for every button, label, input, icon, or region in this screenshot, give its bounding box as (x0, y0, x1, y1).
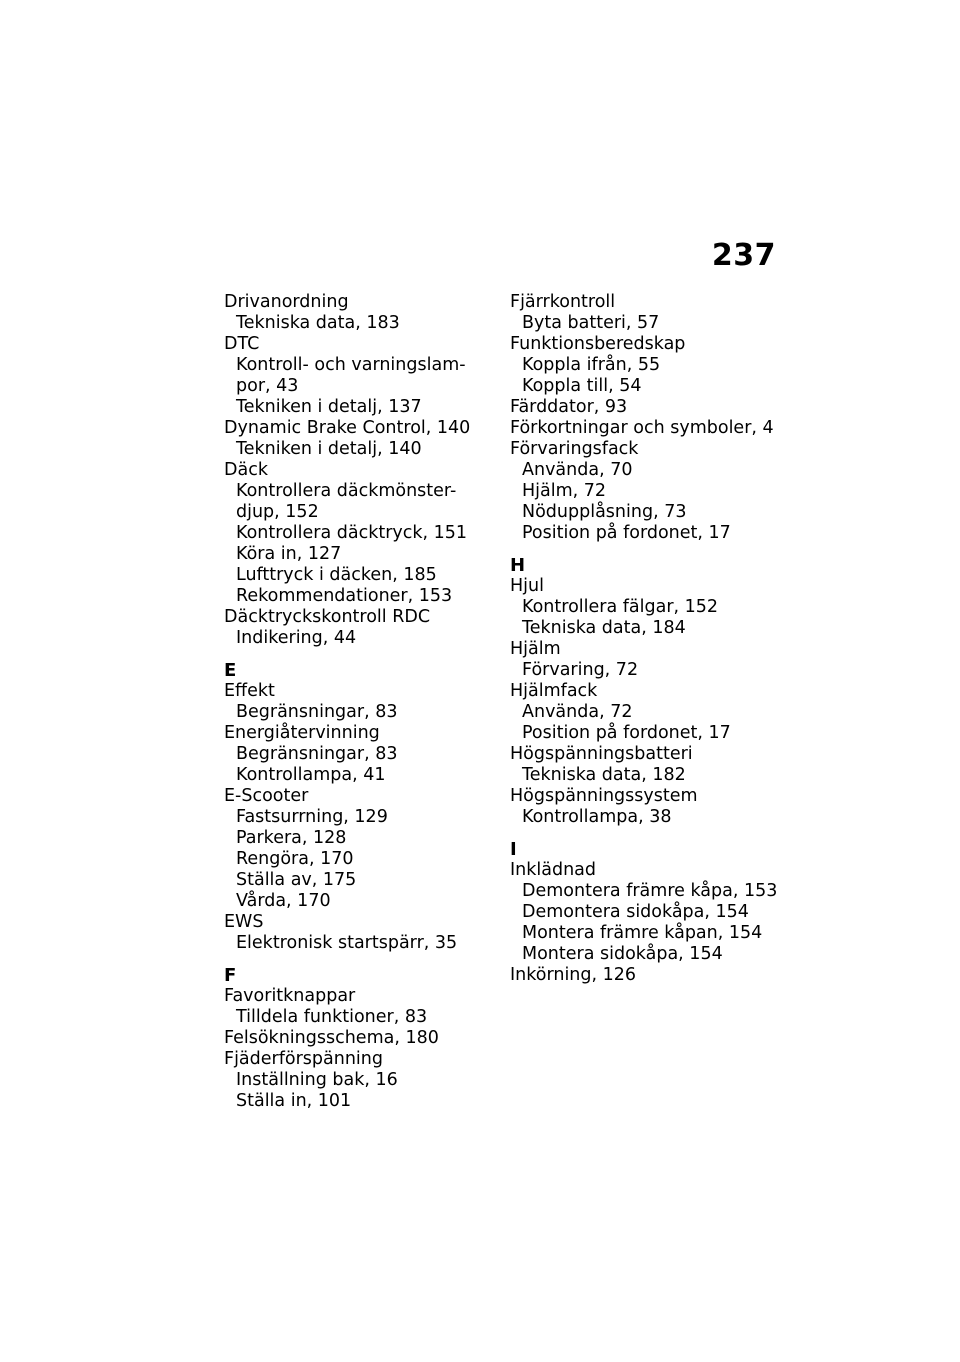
index-subentry: Kontrollampa, 41 (236, 765, 386, 785)
index-subentry: Tekniska data, 184 (522, 618, 686, 638)
index-subentry: Lufttryck i däcken, 185 (236, 565, 437, 585)
index-subentry: Kontroll- och varningslam- (236, 355, 466, 375)
index-subentry: Ställa in, 101 (236, 1091, 352, 1111)
index-subentry: Förvaring, 72 (522, 660, 639, 680)
index-section-letter: I (510, 839, 517, 860)
index-subentry: Kontrollera däcktryck, 151 (236, 523, 468, 543)
index-subentry: Koppla till, 54 (522, 376, 642, 396)
index-subentry-continuation: djup, 152 (236, 502, 319, 522)
index-term: Funktionsberedskap (510, 334, 686, 354)
index-term: Dynamic Brake Control, 140 (224, 418, 471, 438)
index-subentry: Tilldela funktioner, 83 (236, 1007, 428, 1027)
index-term: Förvaringsfack (510, 439, 639, 459)
index-term: Hjul (510, 576, 544, 596)
index-subentry: Vårda, 170 (236, 891, 331, 911)
index-subentry: Tekniska data, 182 (522, 765, 686, 785)
index-subentry: Parkera, 128 (236, 828, 347, 848)
index-subentry: Begränsningar, 83 (236, 744, 398, 764)
index-subentry: Använda, 70 (522, 460, 633, 480)
index-subentry: Montera sidokåpa, 154 (522, 944, 723, 964)
index-subentry: Position på fordonet, 17 (522, 523, 731, 543)
index-subentry: Rekommendationer, 153 (236, 586, 453, 606)
index-subentry: Indikering, 44 (236, 628, 357, 648)
index-term: EWS (224, 912, 264, 932)
index-subentry: Tekniken i detalj, 137 (236, 397, 422, 417)
index-subentry: Koppla ifrån, 55 (522, 355, 661, 375)
index-term: Däck (224, 460, 268, 480)
index-subentry: Ställa av, 175 (236, 870, 357, 890)
index-subentry: Begränsningar, 83 (236, 702, 398, 722)
index-term: E-Scooter (224, 786, 309, 806)
index-term: Fjäderförspänning (224, 1049, 383, 1069)
index-subentry: Kontrollera däckmönster- (236, 481, 457, 501)
index-section-letter: H (510, 555, 526, 576)
index-term: DTC (224, 334, 260, 354)
index-subentry: Köra in, 127 (236, 544, 342, 564)
index-column-left (224, 292, 494, 1112)
index-term: Högspänningssystem (510, 786, 698, 806)
index-term: Effekt (224, 681, 275, 701)
index-term: Hjälmfack (510, 681, 598, 701)
index-subentry: Nödupplåsning, 73 (522, 502, 687, 522)
index-term: Däcktryckskontroll RDC (224, 607, 431, 627)
index-subentry: Kontrollera fälgar, 152 (522, 597, 719, 617)
index-subentry: Tekniska data, 183 (236, 313, 400, 333)
page-number: 237 (711, 238, 776, 273)
index-term: Drivanordning (224, 292, 349, 312)
index-term: Favoritknappar (224, 986, 356, 1006)
index-subentry: Rengöra, 170 (236, 849, 354, 869)
index-subentry: Inställning bak, 16 (236, 1070, 398, 1090)
index-term: Förkortningar och symboler, 4 (510, 418, 774, 438)
index-subentry: Byta batteri, 57 (522, 313, 660, 333)
index-subentry: Fastsurrning, 129 (236, 807, 388, 827)
index-term: Inklädnad (510, 860, 597, 880)
index-subentry: Montera främre kåpan, 154 (522, 923, 763, 943)
index-term: Hjälm (510, 639, 561, 659)
index-subentry-continuation: por, 43 (236, 376, 299, 396)
index-subentry: Elektronisk startspärr, 35 (236, 933, 458, 953)
index-subentry: Kontrollampa, 38 (522, 807, 672, 827)
index-section-letter: E (224, 660, 237, 681)
index-subentry: Tekniken i detalj, 140 (236, 439, 422, 459)
index-term: Färddator, 93 (510, 397, 628, 417)
index-column-right (510, 292, 780, 986)
index-term: Inkörning, 126 (510, 965, 637, 985)
index-subentry: Hjälm, 72 (522, 481, 607, 501)
index-subentry: Demontera sidokåpa, 154 (522, 902, 749, 922)
index-term: Felsökningsschema, 180 (224, 1028, 439, 1048)
index-subentry: Position på fordonet, 17 (522, 723, 731, 743)
index-term: Fjärrkontroll (510, 292, 616, 312)
index-term: Högspänningsbatteri (510, 744, 693, 764)
index-subentry: Använda, 72 (522, 702, 633, 722)
index-term: Energiåtervinning (224, 723, 380, 743)
index-section-letter: F (224, 965, 237, 986)
index-subentry: Demontera främre kåpa, 153 (522, 881, 778, 901)
